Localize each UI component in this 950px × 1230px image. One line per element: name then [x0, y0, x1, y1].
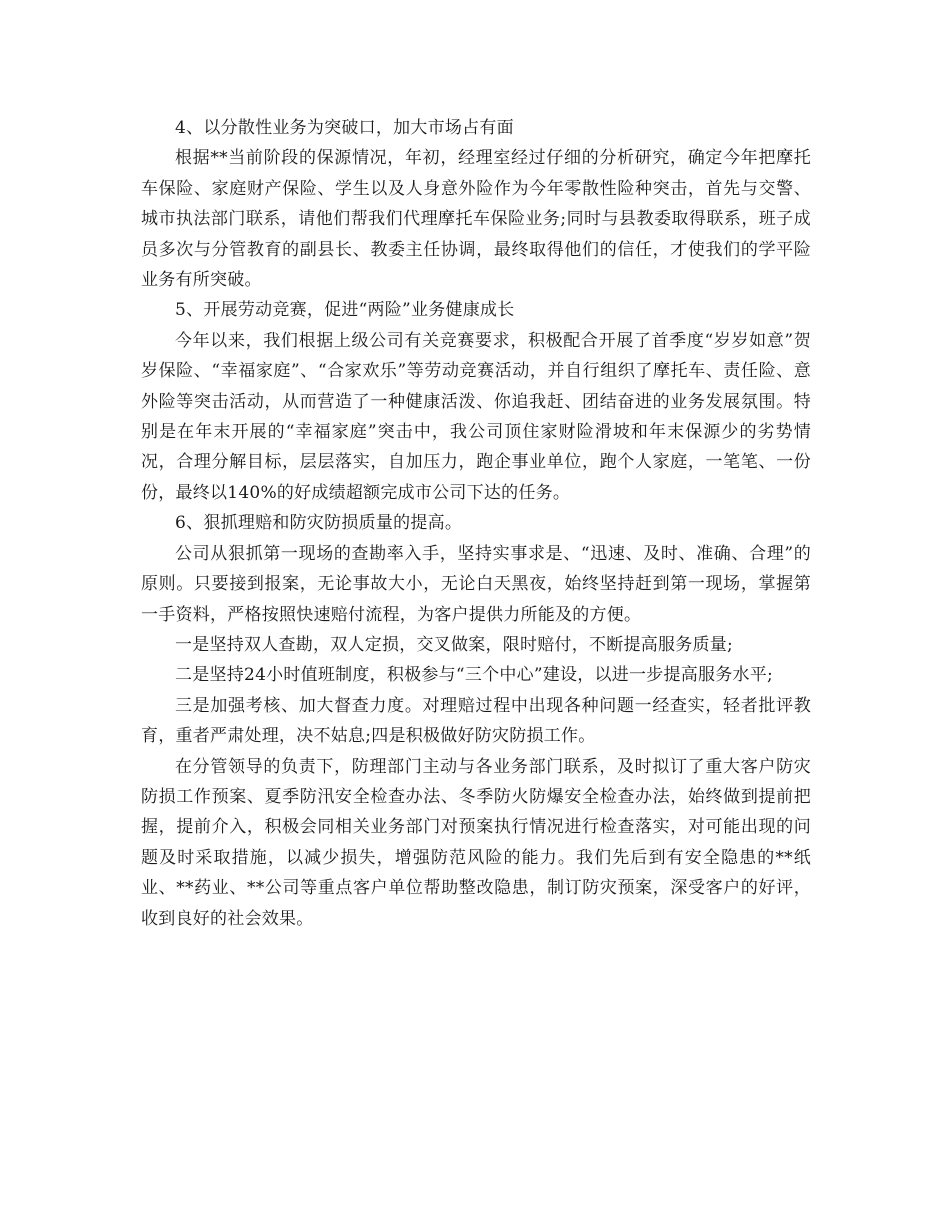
paragraph: 今年以来，我们根据上级公司有关竞赛要求，积极配合开展了首季度“岁岁如意”贺岁保险、“幸福家庭”、“合家欢乐”等劳动竞赛活动，并自行组织了摩托车、责任险、意外险等突击活动，从而营造了一种健康活泼、你追我赶、团结奋进的业务发展氛围。特别是在年末开展的“幸福家庭”突击中，我公司顶住家财险滑坡和年末保源少的劣势情况，合理分解目标，层层落实，自加压力，跑企事业单位，跑个人家庭，一笔笔、一份份，最终以140%的好成绩超额完成市公司下达的任务。 — [141, 330, 811, 503]
document-page — [141, 113, 811, 934]
paragraph: 在分管领导的负责下，防理部门主动与各业务部门联系，及时拟订了重大客户防灾防损工作预案、夏季防汛安全检查办法、冬季防火防爆安全检查办法，始终做到提前把握，提前介入，积极会同相关业务部门对预案执行情况进行检查落实，对可能出现的问题及时采取措施，以减少损失，增强防范风险的能力。我们先后到有安全隐患的**纸业、**药业、**公司等重点客户单位帮助整改隐患，制订防灾预案，深受客户的好评，收到良好的社会效果。 — [141, 756, 811, 929]
paragraph: 根据**当前阶段的保源情况，年初，经理室经过仔细的分析研究，确定今年把摩托车保险、家庭财产保险、学生以及人身意外险作为今年零散性险种突击，首先与交警、城市执法部门联系，请他们帮我们代理摩托车保险业务;同时与县教委取得联系，班子成员多次与分管教育的副县长、教委主任协调，最终取得他们的信任，才使我们的学平险业务有所突破。 — [141, 148, 811, 291]
list-item-1: 一是坚持双人查勘，双人定损，交叉做案，限时赔付，不断提高服务质量; — [175, 634, 733, 655]
paragraph: 公司从狠抓第一现场的查勘率入手，坚持实事求是、“迅速、及时、准确、合理”的原则。只要接到报案，无论事故大小，无论白天黑夜，始终坚持赶到第一现场，掌握第一手资料，严格按照快速赔付流程，为客户提供力所能及的方便。 — [141, 543, 811, 625]
section-heading-4: 4、以分散性业务为突破口，加大市场占有面 — [175, 118, 514, 138]
section-heading-6: 6、狠抓理赔和防灾防损质量的提高。 — [175, 513, 463, 534]
list-item-3: 三是加强考核、加大督查力度。对理赔过程中出现各种问题一经查实，轻者批评教育，重者严肃处理，决不姑息;四是积极做好防灾防损工作。 — [141, 695, 811, 747]
list-item-2: 二是坚持24小时值班制度，积极参与“三个中心”建设，以进一步提高服务水平; — [175, 665, 773, 686]
section-heading-5: 5、开展劳动竞赛，促进“两险”业务健康成长 — [175, 300, 515, 321]
